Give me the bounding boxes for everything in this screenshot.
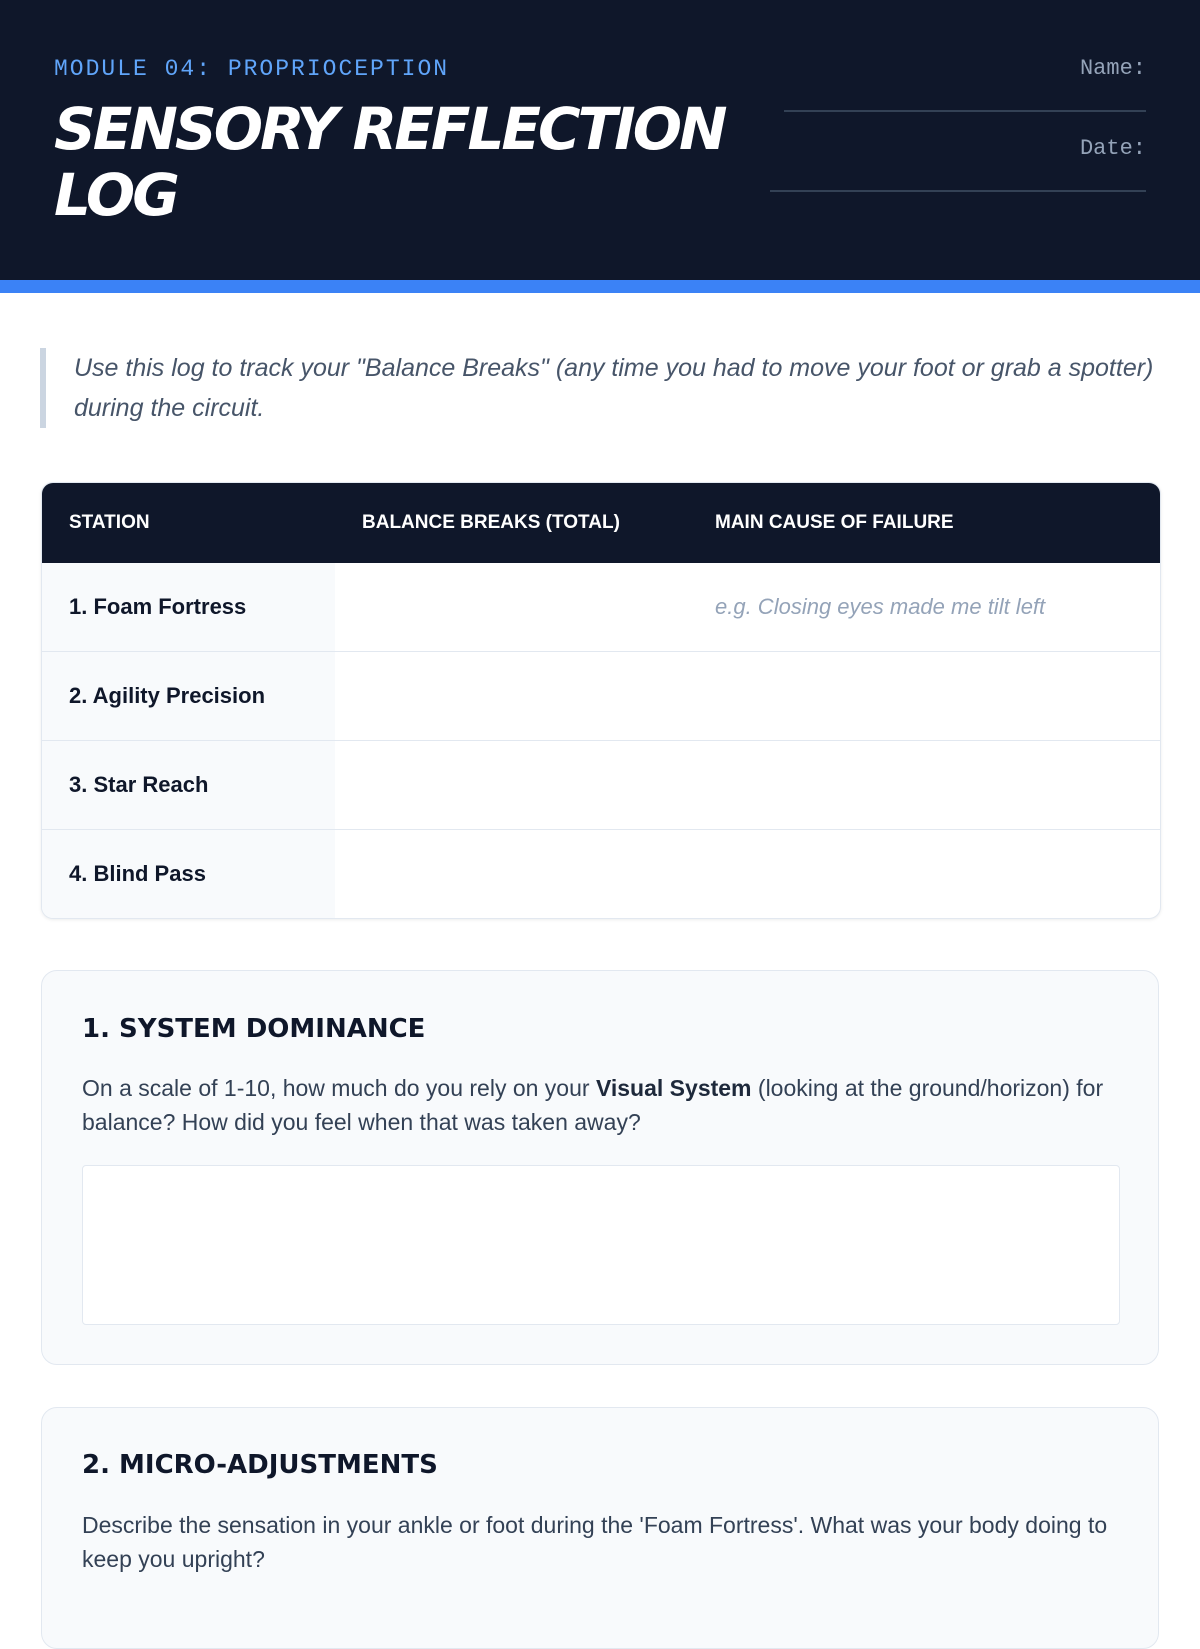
table-body: [42, 563, 1160, 918]
answer-box[interactable]: [82, 1165, 1120, 1325]
question-text-part: (looking at the ground/horizon) for balance? How did you feel when that was taken away?: [82, 1075, 1104, 1135]
table-row: [42, 740, 1160, 829]
balance-breaks-table: [41, 482, 1161, 919]
station-name: 3. Star Reach: [42, 741, 335, 829]
title-line-2: LOG: [54, 161, 177, 229]
table-row: [42, 563, 1160, 651]
question-text-part: On a scale of 1-10, how much do you rely on your: [82, 1075, 596, 1101]
module-label: MODULE 04: PROPRIOCEPTION: [54, 56, 450, 82]
main-cause-cell[interactable]: e.g. Closing eyes made me tilt left: [715, 594, 1046, 619]
header-station: STATION: [69, 512, 150, 533]
header-main-cause: MAIN CAUSE OF FAILURE: [715, 512, 954, 533]
balance-breaks-cell[interactable]: [335, 652, 688, 740]
header-banner: [0, 0, 1200, 293]
table-row: [42, 651, 1160, 740]
question-title: 1. SYSTEM DOMINANCE: [82, 1014, 426, 1044]
table-header: [42, 483, 1160, 563]
question-card-system-dominance: [41, 970, 1159, 1365]
balance-breaks-cell[interactable]: [335, 830, 688, 918]
table-row: [42, 829, 1160, 918]
station-name: 2. Agility Precision: [42, 652, 335, 740]
question-text: [82, 1071, 1122, 1139]
date-field[interactable]: [770, 190, 1146, 192]
header-balance-breaks: BALANCE BREAKS (TOTAL): [362, 512, 620, 533]
question-card-micro-adjustments: [41, 1407, 1159, 1649]
question-text-emphasis: Visual System: [595, 1075, 752, 1101]
intro-note: Use this log to track your "Balance Breaks" (any time you had to move your foot or grab a spotter) during the circuit.: [40, 348, 1154, 428]
name-label: Name:: [1079, 56, 1146, 81]
main-cause-cell[interactable]: [688, 830, 1160, 918]
balance-breaks-cell[interactable]: [335, 741, 688, 829]
balance-breaks-cell[interactable]: [335, 563, 688, 651]
station-name: 1. Foam Fortress: [42, 563, 335, 651]
title-line-1: SENSORY REFLECTION: [54, 95, 725, 163]
date-label: Date:: [1079, 136, 1146, 161]
question-text: Describe the sensation in your ankle or foot during the 'Foam Fortress'. What was your body doing to keep you upright?: [82, 1512, 1108, 1572]
page-title: [54, 96, 794, 228]
station-name: 4. Blind Pass: [42, 830, 335, 918]
question-title: 2. MICRO-ADJUSTMENTS: [82, 1450, 438, 1480]
name-field[interactable]: [784, 110, 1146, 112]
main-cause-cell[interactable]: [688, 652, 1160, 740]
main-cause-cell[interactable]: [688, 741, 1160, 829]
